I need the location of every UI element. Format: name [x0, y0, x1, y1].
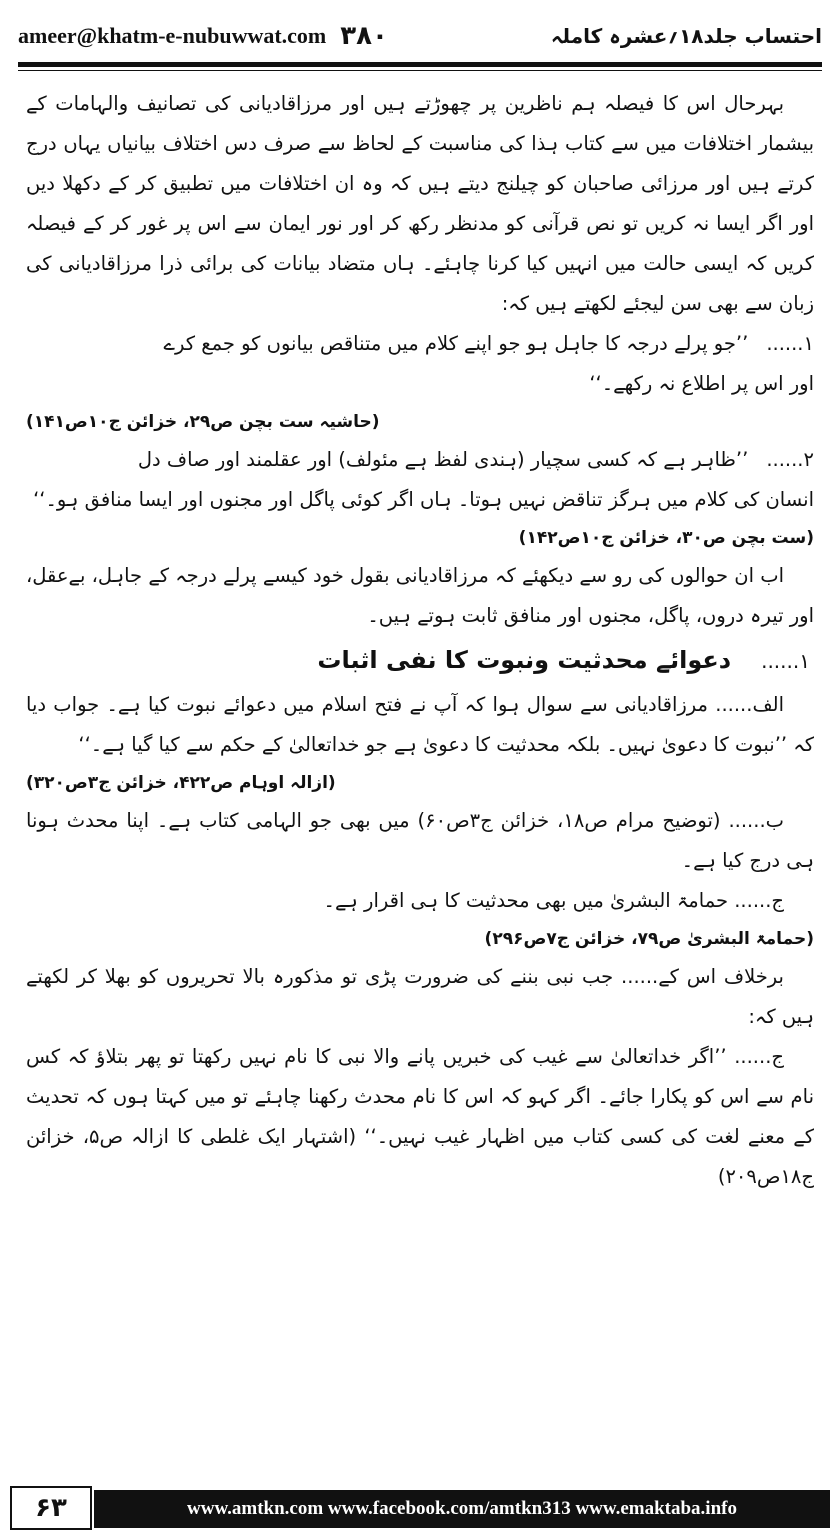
quote-2-marker: ۲......: [766, 448, 814, 471]
point-jeem-citation: (حمامۃ البشریٰ ص۷۹، خزائن ج۷ص۲۹۶): [484, 929, 814, 949]
footer-page-number: ۶۳: [10, 1486, 92, 1530]
point-jeem-2: ج...... ’’اگر خداتعالیٰ سے غیب کی خبریں پانے والا نبی کا نام نہیں رکھتا تو پھر بتلاؤ کہ کس نام سے اس کو پکارا جائے۔ اگر کہو کہ اس کا نام محدث رکھنا چاہئے تو میں کہتا ہوں کہ تحدیث کے معنے لغت کی کسی کتاب میں اظہار غیب نہیں۔‘‘ (اشتہار ایک غلطی کا ازالہ ص۵، خزائن ج۱۸ص۲۰۹): [26, 1045, 814, 1188]
quote-1-line-1: [26, 324, 814, 364]
header-left: [18, 21, 388, 51]
point-alif: الف...... مرزاقادیانی سے سوال ہوا کہ آپ نے فتح اسلام میں دعوائے نبوت کیا ہے۔ جواب دیا کہ ’’نبوت کا دعویٰ نہیں۔ بلکہ محدثیت کا دعویٰ ہے جو خداتعالیٰ کے حکم سے کیا گیا ہے۔‘‘: [26, 693, 814, 756]
header-page-number: ۳۸۰: [340, 21, 388, 51]
page-body: [26, 84, 814, 1444]
header-rule-thick: [18, 62, 822, 67]
quote-2-text: ’’ظاہر ہے کہ کسی سچیار (ہندی لفظ ہے مئولف) اور عقلمند اور صاف دل: [137, 448, 749, 471]
section-heading: [26, 636, 814, 685]
point-alif-citation: (ازالہ اوہام ص۴۲۲، خزائن ج۳ص۳۲۰): [26, 773, 336, 793]
section-heading-text: دعوائے محدثیت ونبوت کا نفی اثبات: [317, 646, 732, 674]
page-footer: [10, 1486, 830, 1530]
quote-1-text: ’’جو پرلے درجہ کا جاہل ہو جو اپنے کلام میں متناقص بیانوں کو جمع کرے: [163, 332, 749, 355]
header-rule-thin: [18, 70, 822, 71]
section-heading-number: ۱......: [761, 649, 810, 673]
quote-2-line-1: [26, 440, 814, 480]
quote-2-line-2: انسان کی کلام میں ہرگز تناقض نہیں ہوتا۔ ہاں اگر کوئی پاگل اور مجنوں اور ایسا منافق ہو۔‘‘: [33, 488, 814, 511]
contrast-paragraph: برخلاف اس کے...... جب نبی بننے کی ضرورت پڑی تو مذکورہ بالا تحریروں کو بھلا کر لکھتے ہیں کہ:: [26, 965, 814, 1028]
quote-1-line-2: اور اس پر اطلاع نہ رکھے۔‘‘: [589, 372, 814, 395]
quote-2-citation: (ست بچن ص۳۰، خزائن ج۱۰ص۱۴۲): [518, 528, 814, 548]
intro-paragraph: بہرحال اس کا فیصلہ ہم ناظرین پر چھوڑتے ہیں اور مرزاقادیانی کی تصانیف والہامات کے بیشمار اختلافات میں سے کتاب ہذا کی مناسبت کے لحاظ سے صرف دس اختلاف بیانیاں یہاں درج کرتے ہیں اور مرزائی صاحبان کو چیلنج دیتے ہیں کہ وہ ان اختلافات میں تطبیق کر کے دکھلا دیں اور اگر ایسا نہ کریں تو نص قرآنی کو مدنظر رکھ کر اور نور ایمان سے اس پر غور کر کے فیصلہ کریں کہ ایسی حالت میں انہیں کیا کرنا چاہئے۔ ہاں متضاد بیانات کی برائی ذرا مرزاقادیانی کی زبان سے بھی سن لیجئے لکھتے ہیں کہ:: [26, 92, 814, 315]
conclusion-paragraph: اب ان حوالوں کی رو سے دیکھئے کہ مرزاقادیانی بقول خود کیسے پرلے درجہ کے جاہل، بےعقل، اور تیرہ دروں، پاگل، مجنوں اور منافق ثابت ہوتے ہیں۔: [26, 564, 814, 627]
point-bay: ب...... (توضیح مرام ص۱۸، خزائن ج۳ص۶۰) میں بھی جو الہامی کتاب ہے۔ اپنا محدث ہونا ہی درج کیا ہے۔: [26, 809, 814, 872]
quote-1-citation: (حاشیہ ست بچن ص۲۹، خزائن ج۱۰ص۱۴۱): [26, 412, 380, 432]
header-email: ameer@khatm-e-nubuwwat.com: [18, 23, 327, 48]
quote-1-marker: ۱......: [766, 332, 814, 355]
page-header: [18, 16, 822, 56]
footer-links: www.amtkn.com www.facebook.com/amtkn313 www.emaktaba.info: [94, 1490, 830, 1528]
header-book-title: احتساب جلد۱۸؍عشرہ کاملہ: [550, 24, 822, 48]
point-jeem: ج...... حمامۃ البشریٰ میں بھی محدثیت کا ہی اقرار ہے۔: [323, 889, 784, 912]
